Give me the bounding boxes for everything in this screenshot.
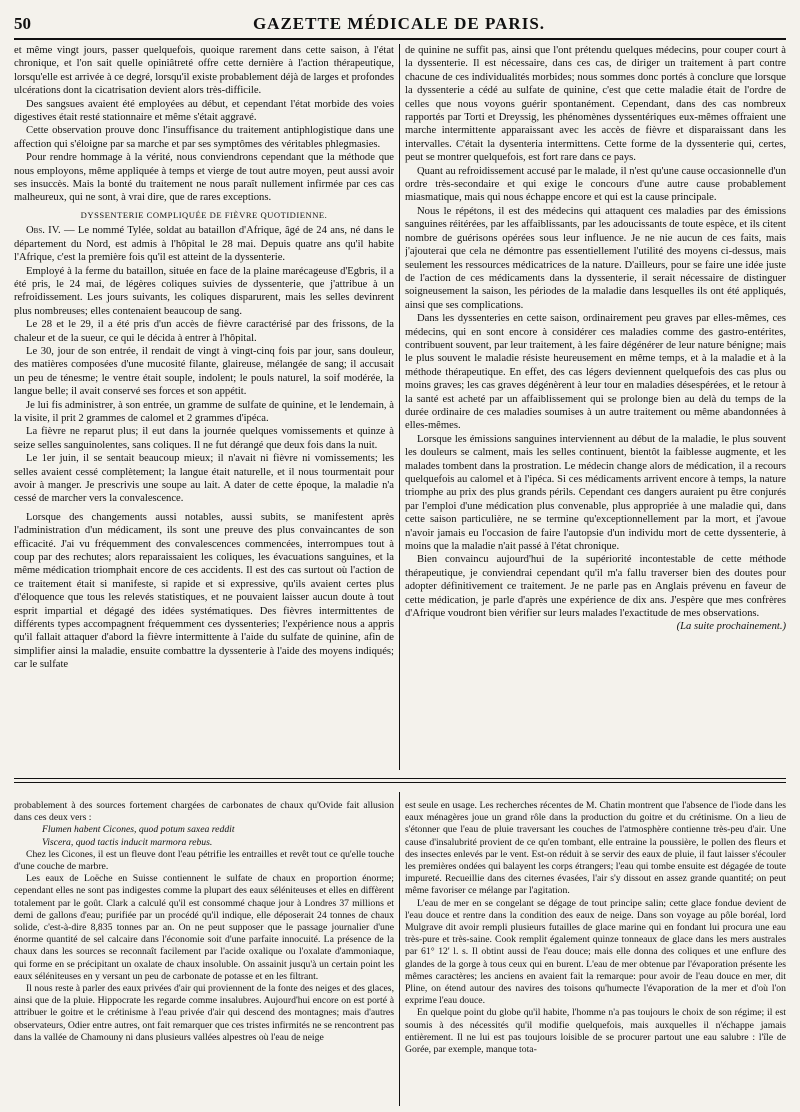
paragraph: Le 28 et le 29, il a été pris d'un accès de fièvre caractérisé par des frissons, de la chaleur et de la sueur, ce qui le décida à entrer à l'hôpital. <box>14 319 394 344</box>
bottom-right-column <box>405 800 786 1106</box>
paragraph: — Le nommé Tylée, soldat au bataillon d'Afrique, âgé de 24 ans, né dans le département du Nord, est admis à l'hôpital le 28 mai. Depuis quatre ans qu'il habite l'Afrique, c'est la première fois qu'il est atteint de la dyssenterie. <box>14 225 394 264</box>
paragraph: L'eau de mer en se congelant se dégage de tout principe salin; cette glace fondue devient de l'eau douce et rentre dans la condition des eaux de neige. Dans son voyage au pôle boréal, lord Mulgrave dit avoir rempli plusieurs futailles de glace marine qui en fondant lui procura une eau très-pure et très-saine. Cook remplit également quinze tonneaux de glace dans les mers australes par 61° 12' l. s. Il obtint aussi de l'eau douce; mais elle donna des coliques et une enflure des glandes de la gorge à tous ceux qui en burent. L'eau de mer obtenue par l'évaporation présente les mêmes caractères; les anciens en avaient fait la remarque: pour avoir de l'eau douce en mer, dit Pline, on étend autour des navires des toisons qu'humecte l'évaporation de la mer et d'où l'on exprime l'eau douce. <box>405 897 786 1007</box>
paragraph: Des sangsues avaient été employées au début, et cependant l'état morbide des voies digestives était resté stationnaire et même s'était aggravé. <box>14 98 394 124</box>
paragraph: La fièvre ne reparut plus; il eut dans la journée quelques vomissements et quinze à seize selles sanguinolentes, sans coliques. Il ne fut dérangé que deux fois dans la nuit. <box>14 426 394 451</box>
continuation-note: (La suite prochainement.) <box>676 621 786 633</box>
section-rule <box>14 778 786 779</box>
paragraph: Bien convaincu aujourd'hui de la supériorité incontestable de cette méthode thérapeutique, je conviendrai cependant qu'il m'a fallu traverser bien des doutes pour adopter définitivement ce traitement. Je ne parle pas en Anglais prévenu en faveur de cette médication, je parle d'après une expérience de dix ans. J'espère que mes confrères d'Afrique voudront bien vérifier sur leurs malades l'exactitude de mes observations. <box>405 554 786 620</box>
paragraph: Employé à la ferme du bataillon, située en face de la plaine marécageuse d'Egbris, il a été pris, le 24 mai, de légères coliques suivies de dyssenterie, que j'attribue à un refroidissement. Les jours suivants, les coliques disparurent, mais les selles devinrent plus nombreuses; elles contenaient beaucoup de sang. <box>14 265 394 317</box>
paragraph: Cette observation prouve donc l'insuffisance du traitement antiphlogistique dans une affection qui s'éloigne par sa marche et par ses symptômes des véritables phlegmasies. <box>14 125 394 150</box>
section-rule <box>14 782 786 783</box>
paragraph: Dans les dyssenteries en cette saison, ordinairement peu graves par elles-mêmes, ces médecins, qui en sont encore à considérer ces maladies comme des gastro-entérites, contribuent souvent, par leur traitement, à les faire dégénérer de leur nature bénigne; mais le plus souvent le maladie résiste heureusement en même temps, et à la maladie et à la méthode thérapeutique. En effet, des cas légers deviennent quelquefois des cas plus ou moins graves; les cas graves dégénèrent à leur tour en maladies désespérées, et le retour à la santé est acheté par un affaiblissement qui se prolonge bien au delà du temps de la durée ordinaire de ces maladies soumises à un autre traitement ou même abandonnées à elles-mêmes. <box>405 313 786 432</box>
verse-line: Viscera, quod tactis inducit marmora rebus. <box>42 836 213 848</box>
paragraph: est seule en usage. Les recherches récentes de M. Chatin montrent que l'absence de l'iode dans les eaux ménagères joue un grand rôle dans la production du goitre et du crétinisme. On a lieu de s'étonner que l'eau de pluie traversant les couches de l'atmosphère contienne très-peu d'air. Une cause d'insalubrité provient de ce qu'en tombant, elle entraine la poussière, le pollen des fleurs et des insectes enlevés par le vent. Est-on réduit à se servir des eaux de pluie, il faut laisser s'écouler les premières ondées qui balayent les corps étrangers; l'eau qui tombe ensuite est dégagée de toute impureté. Recueillie dans des citernes évasées, l'air s'y dissout en assez grande quantité; on peut même favoriser ce mélange par l'agitation. <box>405 800 786 897</box>
observation-label: Obs. IV. <box>26 225 61 237</box>
top-left-column <box>14 44 394 752</box>
top-right-column <box>405 44 786 752</box>
paragraph: Pour rendre hommage à la vérité, nous conviendrons cependant que la méthode que nous employons, même appliquée à temps et vierge de tout autre moyen, peut aussi avoir ses insuccès. Mais la bonté du traitement ne nous paraît nullement infirmée par ces cas malheureux, qui ne sont, à vrai dire, que de rares exceptions. <box>14 152 394 204</box>
paragraph: Il nous reste à parler des eaux privées d'air qui proviennent de la fonte des neiges et des glaces, ainsi que de la pluie. Hippocrate les regarde comme insalubres. Aujourd'hui encore on est porté à attribuer le goitre et le crétinisme à l'eau privée d'air qui descend des montagnes; mais d'autres observateurs, Odier entre autres, ont fait remarquer que ces tristes infirmités ne se rencontrent pas dans la vallée de Chamouny ni dans plusieurs vallées alpestres où l'eau de neige <box>14 983 394 1043</box>
page-header <box>14 14 784 36</box>
paragraph: En quelque point du globe qu'il habite, l'homme n'a pas toujours le choix de son régime; il est soumis à des nécessités qu'il modifie quelquefois, mais auxquelles il n'échappe jamais entièrement. Il ne lui est pas toujours loisible de se procurer partout une eau salubre : l'île de Gorée, par exemple, manque tota- <box>405 1007 786 1056</box>
paragraph: probablement à des sources fortement chargées de carbonates de chaux qu'Ovide fait allusion dans ces deux vers : <box>14 800 394 824</box>
paragraph: Les eaux de Loëche en Suisse contiennent le sulfate de chaux en proportion énorme; cependant elles ne sont pas indigestes comme la plupart des eaux séléniteuses et elles en diffèrent totalement par le goût. Clark a calculé qu'il est consommé chaque jour à Londres 37 millions et demi de gallons d'eau; purifiée par un procédé qu'il indique, elle déposerait 24 tonnes de chaux solide, c'est-à-dire 8,835 tonnes par an. On ne peut supposer que le passage journalier d'une énorme quantité de sel calcaire dans l'économie soit d'une parfaite innocuité. La présence de la chaux dans les sources se reconnaît facilement par l'acide oxalique ou l'oxalate d'ammoniaque, qui forme en se précipitant un oxalate de chaux insoluble. On assainit jusqu'à un certain point les eaux séléniteuses en y versant un peu de carbonate de potasse et en les filtrant. <box>14 873 394 982</box>
paragraph: de quinine ne suffit pas, ainsi que l'ont prétendu quelques médecins, pour couper court à la dyssenterie. Il est nécessaire, dans ces cas, de diriger un traitement à part contre chacune de ces individualités morbides; nous sommes donc portés à conclure que lorsque la dyssenterie a cédé au sulfate de quinine, c'est que cette maladie était de l'ordre de celles que nous voyons guérir spontanément. Cependant, dans des cas nombreux rapportés par Torti et Dreyssig, les phénomènes dyssentériques eux-mêmes offraient une marche intermittente apparaissant avec les accès de fièvre et disparaissant dans les intervalles. C'était la dysenteria intermittens. Cette forme de la dyssenterie qui, certes, peut se montrer quelquefois, est fort rare dans ce pays. <box>405 45 786 164</box>
bottom-left-column <box>14 800 394 1106</box>
paragraph: Chez les Cicones, il est un fleuve dont l'eau pétrifie les entrailles et revêt tout ce qu'elle touche d'une couche de marbre. <box>14 848 394 873</box>
paragraph: Lorsque des changements aussi notables, aussi subits, se manifestent après l'administration d'un médicament, ils sont une preuve des plus convaincantes de son efficacité. J'ai vu fréquemment des convalescences commencées, interrompues tout à coup par des rechutes; alors reparaissaient les coliques, les évacuations sanguines, et la même médication triomphait encore de ces accidents. Il est des cas surtout où l'action de ce traitement était si manifeste, si rapide et si expressive, qu'ils avaient certes plus d'éloquence que tous les relevés statistiques, et ne pouvaient laisser aucun doute à tout esprit impartial et dégagé des idées systématiques. Des fièvres intermittentes de différents types accompagnent fréquemment ces dyssenteries; l'expérience nous a appris qu'il fallait attaquer d'abord la fièvre intermittente à l'aide du sulfate de quinine, afin de simplifier ainsi la maladie, ensuite combattre la dyssenterie à l'aide des moyens indiqués; car le sulfate <box>14 511 394 671</box>
column-divider <box>399 44 400 770</box>
section-title: DYSSENTERIE COMPLIQUÉE DE FIÈVRE QUOTIDIENNE. <box>80 209 328 220</box>
journal-title: GAZETTE MÉDICALE DE PARIS. <box>252 14 546 33</box>
paragraph: Le 1er juin, il se sentait beaucoup mieux; il n'avait ni fièvre ni vomissements; les selles avaient cessé complètement; la langue était naturelle, et il nous tourmentait pour avoir à manger. Je prescrivis une soupe au lait. A dater de cette époque, la maladie n'a cessé de marcher vers la convalescence. <box>14 453 394 505</box>
header-rule <box>14 38 786 40</box>
column-divider <box>399 792 400 1106</box>
paragraph: Quant au refroidissement accusé par le malade, il n'est qu'une cause occasionnelle d'un ordre très-secondaire et qui exige le concours d'une autre cause probablement miasmatique, mais qui nous échappe encore et qui est la cause principale. <box>405 165 786 204</box>
verse-line: Flumen habent Cicones, quod potum saxea reddit <box>42 824 235 836</box>
paragraph: Lorsque les émissions sanguines interviennent au début de la maladie, le plus souvent les douleurs se calment, mais les selles continuent, bientôt la faiblesse augmente, et les malades tombent dans la prostration. Le médecin change alors de médication, il a recours quelquefois au calomel et à l'ipéca. Si ces médicaments arrivent encore à temps, la nature triomphe au prix des plus grands périls. Cependant ces dangers auraient pu être conjurés par l'emploi d'une médication plus convenable, plus appropriée à une maladie qui, dans cette saison particulière, ne se termine qu'exceptionnellement par la mort, et j'avoue n'avoir jamais eu l'occasion de faire l'autopsie d'un individu mort de cette dyssenterie, à moins que la maladie n'ait passé à l'état chronique. <box>405 433 786 553</box>
paragraph: Je lui fis administrer, à son entrée, un gramme de sulfate de quinine, et le lendemain, à la visite, il prit 2 grammes de calomel et 2 grammes d'ipéca. <box>14 399 394 424</box>
paragraph: et même vingt jours, passer quelquefois, quoique rarement dans cette saison, à l'état chronique, et l'on sait quelle opiniâtreté offre cette dernière à l'action thérapeutique, lorsqu'elle est arrivée à ce degré, lorsqu'il existe probablement déjà de larges et profondes ulcérations dont la cicatrisation devient alors très-difficile. <box>14 45 394 97</box>
paragraph: Nous le répétons, il est des médecins qui attaquent ces maladies par des émissions sanguines réitérées, par les affaiblissants, par les adoucissants de toute espèce, et ils citent nombre de guérisons opérées sous leur influence. Je ne nie aucun de ces faits, mais j'ajouterai que cela ne démontre pas essentiellement l'utilité des moyens ci-dessus, mais seulement les ressources médicatrices de la nature. D'ailleurs, pour se faire une idée juste de l'action de ces médicaments dans la dyssenterie, il serait nécessaire de distinguer soigneusement la saison, les périodes de la maladie dans lesquelles ils ont été appliqués, ainsi que ses complications. <box>405 205 786 311</box>
paragraph: Le 30, jour de son entrée, il rendait de vingt à vingt-cinq fois par jour, sans douleur, des matières composées d'une mucosité filante, glaireuse, mélangée de sang; il accusait un peu de ténesme; le ventre était souple, indolent; le pouls naturel, la soif modérée, la langue belle; il avait conservé ses forces et son appétit. <box>14 345 394 398</box>
page-number: 50 <box>14 14 31 33</box>
